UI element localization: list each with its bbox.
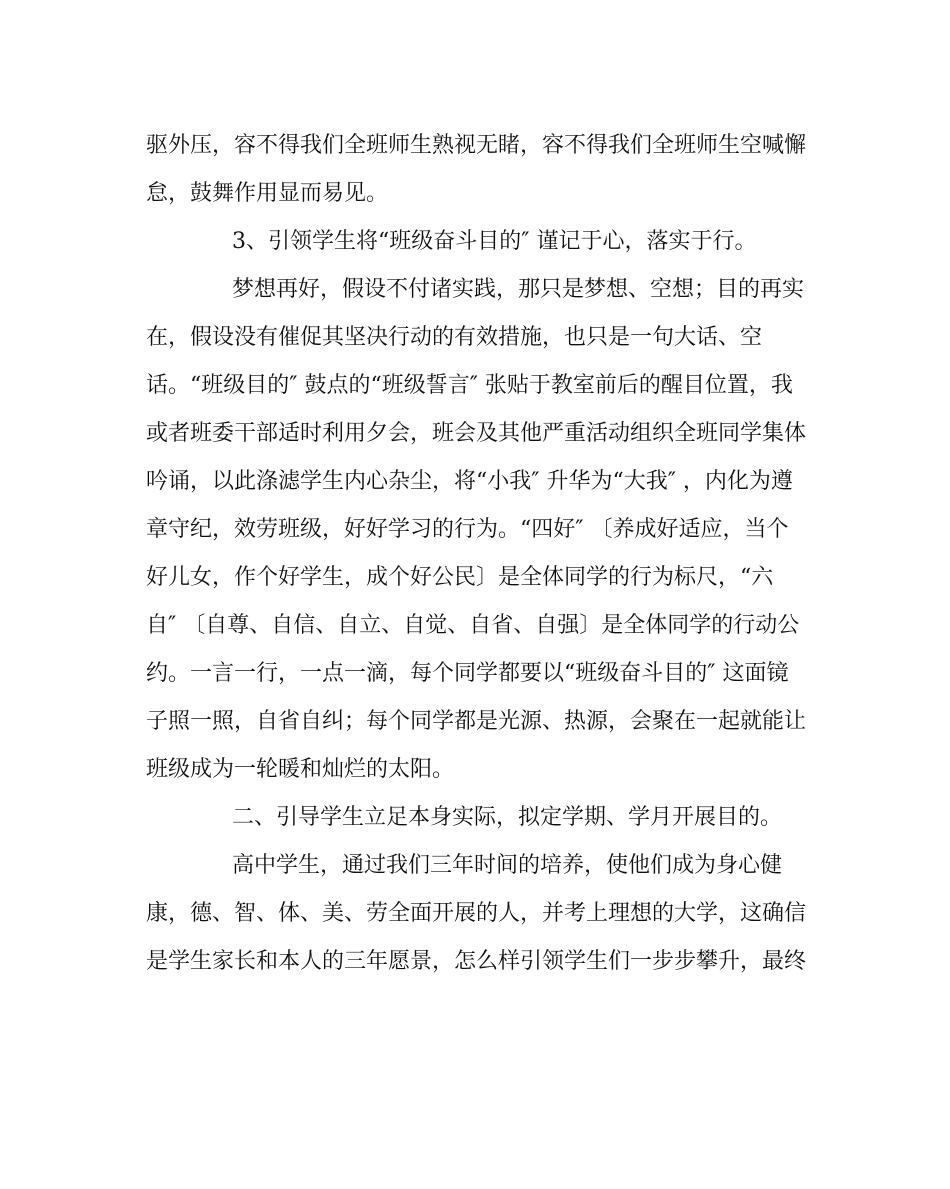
text-line: 在，假设没有催促其坚决行动的有效措施，也只是一句大话、空 xyxy=(146,325,763,350)
text-line: 约。一言一行，一点一滴，每个同学都要以“班级奋斗目的″ 这面镜 xyxy=(146,661,789,686)
text-line: 驱外压，容不得我们全班师生熟视无睹，容不得我们全班师生空喊懈 xyxy=(146,133,807,158)
paragraph-heading: 3、引领学生将“班级奋斗目的″ 谨记于心，落实于行。 xyxy=(232,229,757,254)
text-line: 吟诵，以此涤滤学生内心杂尘，将“小我″ 升华为“大我″ ，内化为遵 xyxy=(146,469,793,494)
text-line: 康，德、智、体、美、劳全面开展的人，并考上理想的大学，这确信 xyxy=(146,901,807,926)
text-line: 自″ 〔自尊、自信、自立、自觉、自省、自强〕是全体同学的行动公 xyxy=(146,613,800,638)
section-heading: 二、引导学生立足本身实际，拟定学期、学月开展目的。 xyxy=(232,805,783,830)
text-line: 或者班委干部适时利用夕会，班会及其他严重活动组织全班同学集体 xyxy=(146,421,807,446)
text-line: 话。“班级目的″ 鼓点的“班级誓言″ 张贴于教室前后的醒目位置，我 xyxy=(146,373,793,398)
text-line: 梦想再好，假设不付诸实践，那只是梦想、空想；目的再实 xyxy=(232,277,805,302)
text-line: 是学生家长和本人的三年愿景，怎么样引领学生们一步步攀升，最终 xyxy=(146,949,807,974)
text-line: 怠，鼓舞作用显而易见。 xyxy=(146,181,389,206)
text-line: 好儿女，作个好学生，成个好公民〕是全体同学的行为标尺，“六 xyxy=(146,565,774,590)
text-line: 子照一照，自省自纠；每个同学都是光源、热源，会聚在一起就能让 xyxy=(146,709,807,734)
text-line: 班级成为一轮暖和灿烂的太阳。 xyxy=(146,757,455,782)
text-line: 高中学生，通过我们三年时间的培养，使他们成为身心健 xyxy=(232,853,783,878)
text-line: 章守纪，效劳班级，好好学习的行为。“四好″ 〔养成好适应，当个 xyxy=(146,517,789,542)
